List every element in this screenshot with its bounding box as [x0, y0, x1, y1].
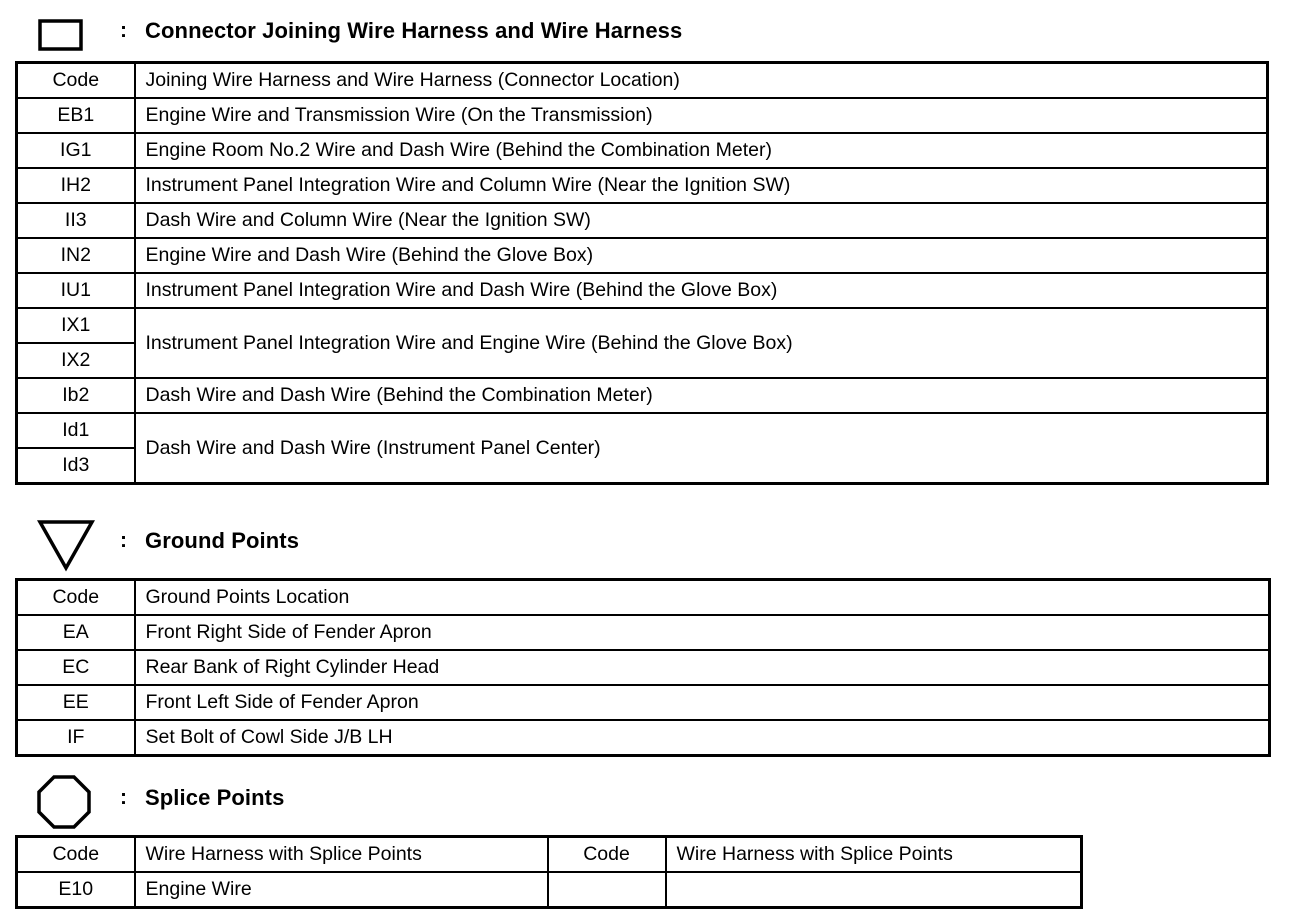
square-icon — [38, 19, 84, 51]
description-cell: Instrument Panel Integration Wire and Dash Wire (Behind the Glove Box) — [135, 273, 1268, 308]
table-row — [17, 98, 1268, 133]
code-cell — [548, 872, 666, 908]
location-header: Ground Points Location — [135, 580, 1270, 616]
ground-colon: : — [120, 529, 127, 552]
description-cell: Engine Wire and Transmission Wire (On the Transmission) — [135, 98, 1268, 133]
wire-harness-header: Wire Harness with Splice Points — [135, 837, 548, 873]
description-cell: Dash Wire and Dash Wire (Behind the Combination Meter) — [135, 378, 1268, 413]
description-header: Joining Wire Harness and Wire Harness (Connector Location) — [135, 63, 1268, 99]
code-header: Code — [548, 837, 666, 873]
location-cell: Set Bolt of Cowl Side J/B LH — [135, 720, 1270, 756]
wire-harness-cell — [666, 872, 1082, 908]
code-header: Code — [17, 580, 135, 616]
code-cell: IX2 — [17, 343, 135, 378]
code-cell: IN2 — [17, 238, 135, 273]
table-row — [17, 615, 1270, 650]
table-header-row — [17, 837, 1082, 873]
description-cell: Instrument Panel Integration Wire and Engine Wire (Behind the Glove Box) — [135, 308, 1268, 378]
location-cell: Rear Bank of Right Cylinder Head — [135, 650, 1270, 685]
code-cell: EB1 — [17, 98, 135, 133]
code-cell: IG1 — [17, 133, 135, 168]
wire-harness-header: Wire Harness with Splice Points — [666, 837, 1082, 873]
code-cell: EE — [17, 685, 135, 720]
connector-colon: : — [120, 19, 127, 42]
description-cell: Dash Wire and Dash Wire (Instrument Panel Center) — [135, 413, 1268, 484]
table-row — [17, 685, 1270, 720]
table-row — [17, 273, 1268, 308]
description-cell: Dash Wire and Column Wire (Near the Ignition SW) — [135, 203, 1268, 238]
code-cell: E10 — [17, 872, 135, 908]
location-cell: Front Left Side of Fender Apron — [135, 685, 1270, 720]
code-cell: Id3 — [17, 448, 135, 484]
code-cell: IH2 — [17, 168, 135, 203]
splice-heading: Splice Points — [145, 785, 285, 810]
code-cell: EA — [17, 615, 135, 650]
code-cell: II3 — [17, 203, 135, 238]
table-header-row — [17, 63, 1268, 99]
description-cell: Engine Room No.2 Wire and Dash Wire (Behind the Combination Meter) — [135, 133, 1268, 168]
table-row — [17, 168, 1268, 203]
table-row — [17, 308, 1268, 343]
table-row — [17, 378, 1268, 413]
table-row — [17, 720, 1270, 756]
code-cell: Id1 — [17, 413, 135, 448]
table-row — [17, 238, 1268, 273]
table-row — [17, 872, 1082, 908]
ground-table — [15, 578, 1271, 757]
table-header-row — [17, 580, 1270, 616]
description-cell: Engine Wire and Dash Wire (Behind the Glove Box) — [135, 238, 1268, 273]
location-cell: Front Right Side of Fender Apron — [135, 615, 1270, 650]
ground-heading: Ground Points — [145, 528, 300, 553]
splice-table — [15, 835, 1083, 909]
triangle-down-icon — [36, 518, 96, 572]
code-cell: IF — [17, 720, 135, 756]
code-cell: IX1 — [17, 308, 135, 343]
table-row — [17, 203, 1268, 238]
code-header: Code — [17, 63, 135, 99]
splice-colon: : — [120, 786, 127, 809]
code-cell: IU1 — [17, 273, 135, 308]
table-row — [17, 413, 1268, 448]
code-cell: Ib2 — [17, 378, 135, 413]
octagon-icon — [36, 774, 92, 830]
connector-table — [15, 61, 1269, 485]
wire-harness-cell: Engine Wire — [135, 872, 548, 908]
code-header: Code — [17, 837, 135, 873]
table-row — [17, 133, 1268, 168]
table-row — [17, 650, 1270, 685]
connector-heading: Connector Joining Wire Harness and Wire Harness — [145, 18, 683, 43]
code-cell: EC — [17, 650, 135, 685]
description-cell: Instrument Panel Integration Wire and Column Wire (Near the Ignition SW) — [135, 168, 1268, 203]
